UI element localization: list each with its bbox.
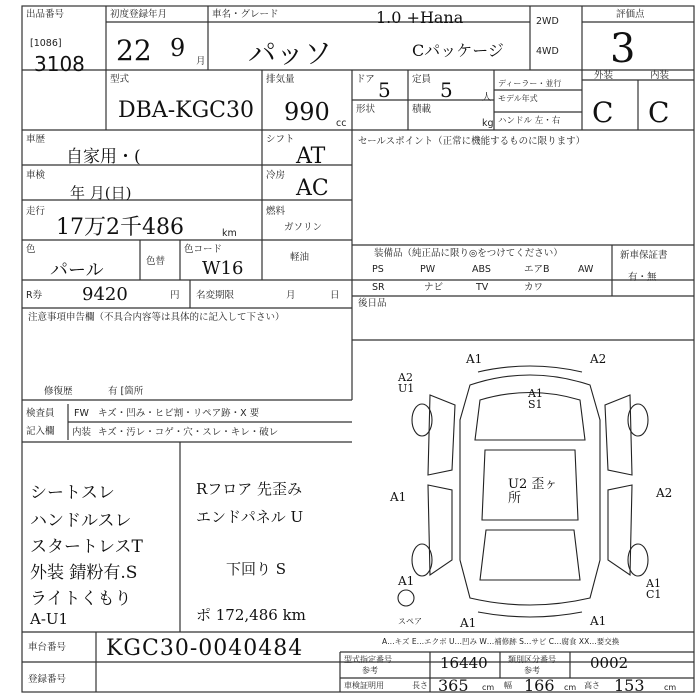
lot-code: [1086] [30, 38, 62, 49]
notes-label: 注意事項申告欄（不具合内容等は具体的に記入して下さい） [28, 312, 285, 323]
fw-items: キズ・凹み・ヒビ割・リペア跡・X 要 [98, 408, 260, 419]
remark-line-4: ポ 172,486 km [196, 606, 306, 624]
type-no-ref: 参考 [362, 666, 378, 675]
equip-navi: ナビ [424, 282, 444, 293]
note-line-5: ライトくもり [30, 589, 132, 609]
width-label: 幅 [504, 681, 512, 690]
car-name: パッソ [248, 37, 333, 70]
model-year-label: モデル年式 [498, 94, 538, 103]
class-no-ref: 参考 [524, 666, 540, 675]
type-no-label: 型式指定番号 [344, 655, 392, 664]
mark-a1-top: A1 [466, 352, 483, 366]
shaken-label: 車検 [26, 170, 46, 181]
inspector-label-2: 記入欄 [26, 426, 55, 437]
equip-ps: PS [372, 264, 384, 275]
length-label: 長さ [412, 681, 428, 690]
model-value: DBA-KGC30 [118, 98, 254, 123]
chassis-value: KGC30-0040484 [106, 636, 304, 661]
recycle-label: R券 [26, 290, 43, 301]
name-change-month: 月 [286, 290, 296, 301]
mark-a2-right: A2 [656, 486, 673, 500]
color-label: 色 [26, 244, 36, 255]
inspector-label-1: 検査員 [26, 408, 55, 419]
package-value: Cパッケージ [412, 41, 504, 60]
ac-value: AC [296, 176, 329, 201]
mark-a2-top: A2 [590, 352, 607, 366]
fuel-diesel: 軽油 [290, 252, 310, 263]
mileage-unit: km [222, 228, 237, 239]
mark-a1-s1: A1 S1 [528, 387, 543, 411]
drive-4wd: 4WD [536, 46, 559, 57]
name-change-label: 名変期限 [196, 290, 235, 301]
model-label: 型式 [110, 74, 130, 85]
sales-point-label: セールスポイント（正常に機能するものに限ります） [358, 136, 586, 147]
disp-value: 990 [284, 98, 330, 126]
mark-a2-u1: A2 U1 [398, 371, 415, 395]
disp-label: 排気量 [266, 74, 295, 85]
door-value: 5 [378, 78, 391, 102]
shaken-value: 年 月(日) [70, 184, 132, 202]
length-unit: cm [482, 683, 495, 692]
class-no-value: 0002 [590, 654, 629, 672]
reg-label: 登録番号 [28, 674, 67, 685]
first-reg-month: 9 [170, 34, 186, 62]
score-label: 評価点 [616, 9, 645, 20]
note-line-2: ハンドルスレ [30, 511, 132, 531]
equip-tv: TV [476, 282, 489, 293]
exterior-label: 外装 [594, 70, 614, 81]
rear-items-label: 後日品 [358, 298, 387, 309]
door-label: ドア [356, 74, 375, 85]
mileage-value: 17万2千486 [56, 215, 184, 240]
capacity-label: 定員 [412, 74, 432, 85]
color-code-value: W16 [202, 258, 244, 279]
interior-label: 内装 [650, 70, 670, 81]
remark-line-2: エンドパネル U [196, 508, 304, 526]
note-line-4: 外装 錆粉有.S [30, 563, 138, 583]
warranty-value: 有・無 [628, 272, 657, 283]
exterior-grade: C [592, 96, 614, 129]
recycle-value: 9420 [82, 284, 128, 305]
lot-number: 3108 [34, 52, 85, 76]
name-change-day: 日 [330, 290, 340, 301]
remark-line-3: 下回り S [226, 560, 287, 578]
warranty-label: 新車保証書 [620, 250, 668, 261]
height-value: 153 [614, 676, 645, 695]
equip-airbag: エアB [524, 264, 550, 275]
spare-label: スペア [398, 617, 422, 626]
history-label: 車歴 [26, 134, 46, 145]
month-unit: 月 [196, 56, 206, 67]
drive-2wd: 2WD [536, 16, 559, 27]
disp-unit: cc [336, 118, 347, 129]
mark-u2-roof: U2 歪ヶ所 [508, 477, 558, 506]
damage-legend: A…キズ E…エクボ U…凹み W…補修跡 S…サビ C…腐食 XX…要交換 [382, 637, 620, 646]
length-value: 365 [438, 676, 469, 695]
note-line-1: シートスレ [30, 483, 115, 503]
type-no-value: 16440 [440, 654, 488, 672]
dealer-label: ディーラー・並行 [498, 79, 562, 88]
shape-label: 形状 [356, 104, 376, 115]
class-no-label: 類別区分番号 [508, 655, 556, 664]
interior-check-label: 内装 [72, 427, 92, 438]
mark-a1-rear: A1 [460, 616, 477, 630]
handle-label: ハンドル 左・右 [498, 116, 561, 126]
chassis-label: 車台番号 [28, 642, 67, 653]
shift-label: シフト [266, 134, 295, 145]
width-unit: cm [564, 683, 577, 692]
equip-aw: AW [578, 264, 594, 275]
shift-value: AT [296, 144, 326, 169]
equip-leather: カワ [524, 282, 544, 293]
cert-label: 車検証明用 [344, 681, 384, 690]
yen-unit: 円 [170, 290, 180, 301]
fuel-label: 燃料 [266, 206, 286, 217]
color-code-label: 色コード [184, 244, 223, 255]
name-label: 車名・グレード [212, 9, 279, 20]
score-value: 3 [610, 26, 636, 72]
interior-items: キズ・汚レ・コゲ・穴・スレ・キレ・破レ [98, 427, 279, 438]
repaint-label: 色替 [146, 256, 166, 267]
color-value: パール [50, 260, 104, 281]
load-unit: kg [482, 118, 494, 129]
width-value: 166 [524, 676, 555, 695]
equip-pw: PW [420, 264, 436, 275]
ac-label: 冷房 [266, 170, 286, 181]
lot-label: 出品番号 [26, 9, 65, 20]
history-value: 自家用・( [66, 147, 141, 167]
mark-a1-rear-right: A1 [590, 614, 607, 628]
repair-label: 修復歴 [44, 386, 73, 397]
mark-a1-left: A1 [390, 490, 407, 504]
capacity-value: 5 [440, 78, 453, 102]
note-line-3: スタートレスT [30, 537, 143, 557]
grade-value: 1.0 +Hana [376, 8, 464, 27]
mileage-label: 走行 [26, 206, 46, 217]
height-label: 高さ [584, 681, 600, 690]
mark-a1-c1: A1 C1 [646, 577, 662, 601]
equip-abs: ABS [472, 264, 491, 275]
note-line-6: A-U1 [30, 610, 69, 628]
fw-label: FW [74, 408, 89, 419]
height-unit: cm [664, 683, 677, 692]
load-label: 積載 [412, 104, 432, 115]
equip-sr: SR [372, 282, 385, 293]
first-reg-year: 22 [116, 34, 152, 67]
equipment-label: 装備品（純正品に限り◎をつけてください） [374, 248, 563, 259]
first-reg-label: 初度登録年月 [110, 9, 168, 20]
fuel-gas: ガソリン [284, 222, 323, 233]
repair-value: 有 [箇所 [108, 386, 144, 397]
capacity-unit: 人 [482, 92, 492, 103]
remark-line-1: Rフロア 先歪み [196, 480, 303, 498]
interior-grade: C [648, 96, 670, 129]
mark-a1-rear-left: A1 [398, 574, 415, 588]
